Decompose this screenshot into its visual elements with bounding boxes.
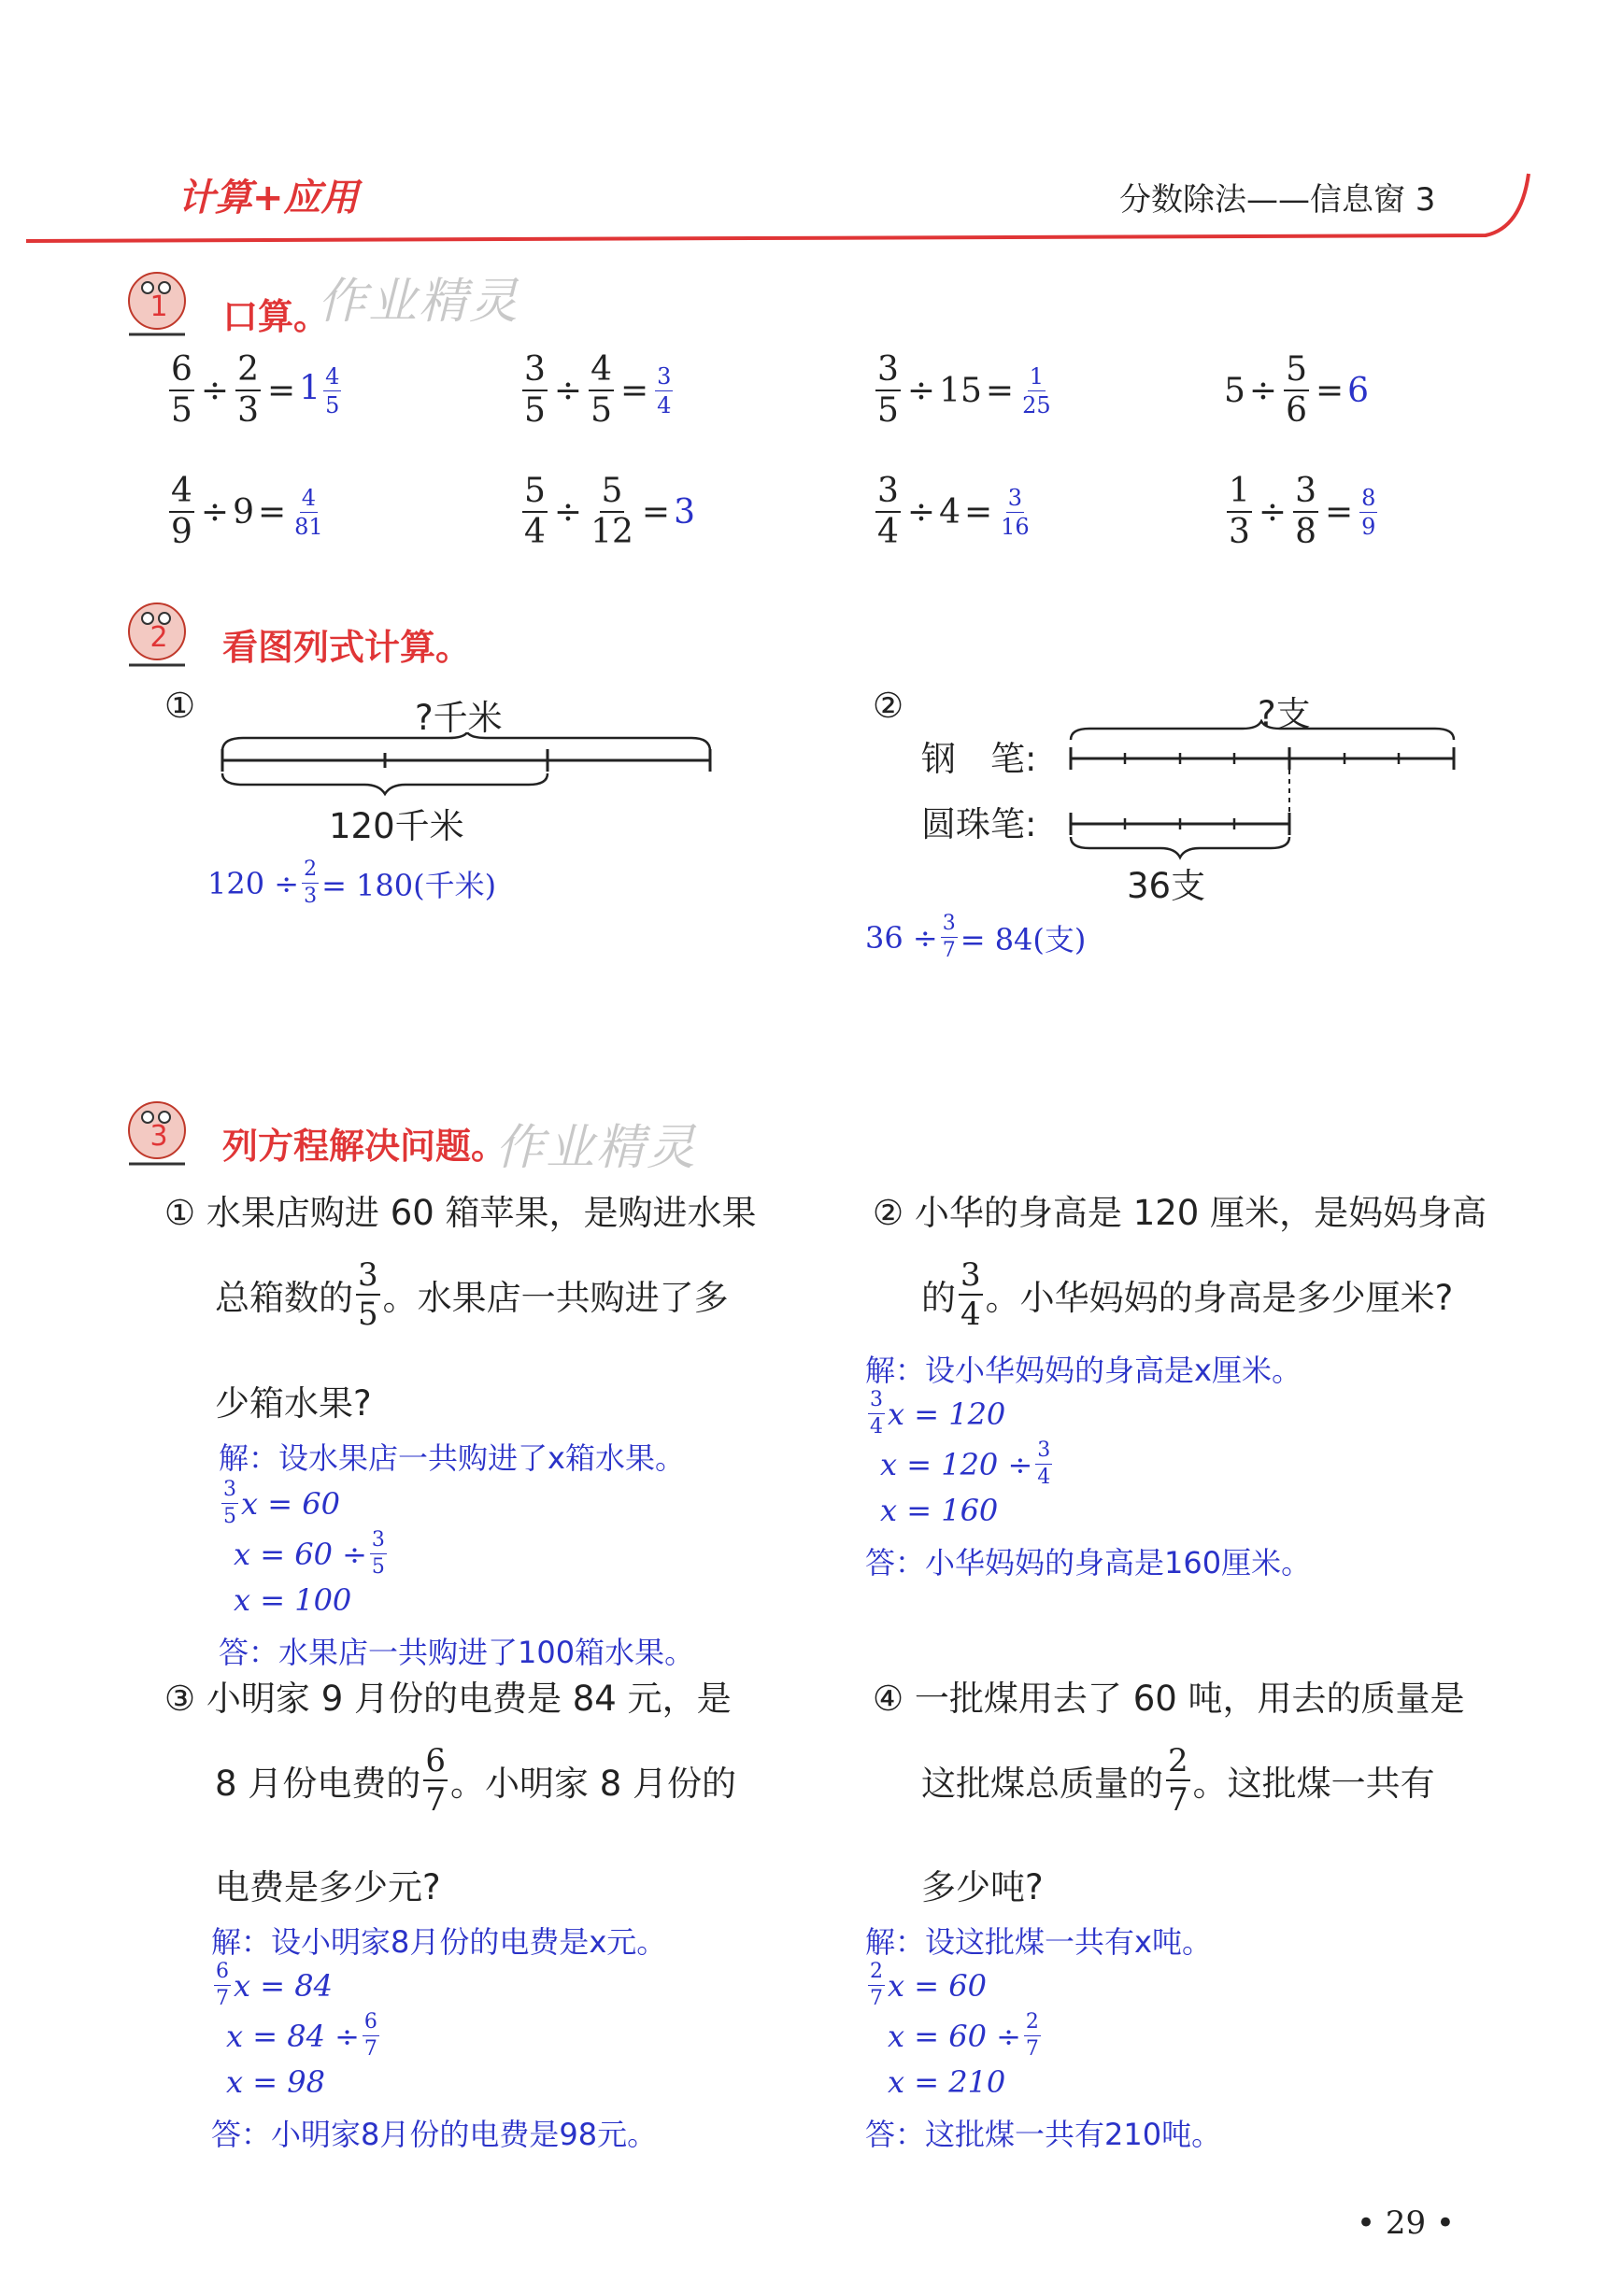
problem2-line1: ② 小华的身高是 120 厘米，是妈妈身高	[873, 1193, 1487, 1233]
diagram2-answer: 36 ÷ $\frac{3}{7}$ = 84(支)	[865, 912, 1087, 962]
problem3-line1: ③ 小明家 9 月份的电费是 84 元，是	[164, 1679, 732, 1719]
problem4-eq1: $\frac{2}{7}$ x = 60	[870, 1960, 987, 2010]
problem2-let: 解：设小华妈妈的身高是x厘米。	[865, 1353, 1302, 1388]
page-number: • 29 •	[1357, 2204, 1455, 2242]
brand-title: 计算+应用	[178, 177, 359, 220]
diagram2-segments	[1056, 719, 1476, 887]
watermark: 作业精灵	[495, 1120, 698, 1176]
svg-text:2: 2	[149, 621, 168, 654]
problem1-eq3: x = 100	[234, 1582, 352, 1618]
diagram2-marker: ②	[873, 686, 904, 726]
problem1-line1: ① 水果店购进 60 箱苹果，是购进水果	[164, 1193, 757, 1233]
owl-number-icon-1	[120, 263, 194, 347]
section3-title: 列方程解决问题。	[222, 1126, 507, 1167]
section2-title: 看图列式计算。	[222, 627, 472, 668]
calc-item-4: 5 ÷ $\frac{5}{6}$ = 6	[1224, 350, 1370, 430]
problem4-let: 解：设这批煤一共有x吨。	[865, 1924, 1212, 1960]
section1-title: 口算。	[222, 296, 330, 337]
calc-answer: 3	[674, 492, 695, 531]
calc-item-5: $\frac{4}{9}$ ÷ 9 = $\frac{4}{81}$	[166, 475, 328, 549]
problem4-line2: 这批煤总质量的 $\frac{2}{7}$ 。这批煤一共有	[921, 1742, 1435, 1819]
calc-item-8: $\frac{1}{3}$ ÷ $\frac{3}{8}$ = $\frac{8}{9}$	[1224, 475, 1380, 549]
problem2-line2: 的 $\frac{3}{4}$ 。小华妈妈的身高是多少厘米?	[921, 1256, 1454, 1333]
problem3-eq1: $\frac{6}{7}$ x = 84	[216, 1960, 333, 2010]
problem1-line3: 少箱水果?	[215, 1383, 372, 1424]
problem1-let: 解：设水果店一共购进了x箱水果。	[219, 1440, 685, 1476]
calc-answer: 1 $\frac{4}{5}$	[299, 362, 340, 418]
calc-answer: $\frac{8}{9}$	[1361, 484, 1376, 540]
svg-text:3: 3	[149, 1120, 168, 1153]
problem1-eq2: x = 60 ÷ $\frac{3}{5}$	[234, 1528, 385, 1579]
diagram1-top-label: ?千米	[415, 698, 503, 738]
diagram2-bottom-label: 36支	[1127, 866, 1206, 906]
diagram1-bottom-label: 120千米	[329, 806, 464, 846]
problem1-line2: 总箱数的 $\frac{3}{5}$ 。水果店一共购进了多	[215, 1256, 729, 1333]
diagram1-segment	[206, 732, 729, 807]
problem2-answer: 答：小华妈妈的身高是160厘米。	[865, 1545, 1312, 1580]
problem1-eq1: $\frac{3}{5}$ x = 60	[223, 1478, 340, 1528]
calc-item-1: $\frac{6}{5}$ ÷ $\frac{2}{3}$ = 1 $\frac{4}{5}$	[166, 353, 344, 428]
calc-item-3: $\frac{3}{5}$ ÷ 15 = $\frac{1}{25}$	[873, 353, 1056, 428]
diagram1-answer: 120 ÷ $\frac{2}{3}$ = 180(千米)	[207, 857, 497, 908]
problem3-let: 解：设小明家8月份的电费是x元。	[211, 1924, 667, 1960]
calc-answer: $\frac{4}{81}$	[294, 484, 323, 540]
diagram2-row1-label: 钢 笔:	[921, 739, 1037, 779]
problem3-line3: 电费是多少元?	[215, 1867, 441, 1907]
problem3-answer: 答：小明家8月份的电费是98元。	[211, 2117, 658, 2152]
calc-item-6: $\frac{5}{4}$ ÷ $\frac{5}{12}$ = 3	[524, 472, 695, 551]
problem3-eq2: x = 84 ÷ $\frac{6}{7}$	[226, 2010, 377, 2061]
problem4-line3: 多少吨?	[921, 1867, 1044, 1907]
calc-item-7: $\frac{3}{4}$ ÷ 4 = $\frac{3}{16}$	[873, 475, 1034, 549]
chapter-title: 分数除法——信息窗 3	[1119, 181, 1436, 219]
calc-answer: $\frac{1}{25}$	[1022, 362, 1051, 418]
header-rule	[0, 0, 1622, 262]
problem4-answer: 答：这批煤一共有210吨。	[865, 2117, 1222, 2152]
calc-answer: $\frac{3}{16}$	[1001, 484, 1030, 540]
problem2-eq2: x = 120 ÷ $\frac{3}{4}$	[880, 1439, 1051, 1489]
problem4-line1: ④ 一批煤用去了 60 吨，用去的质量是	[873, 1679, 1465, 1719]
owl-number-icon-2	[120, 594, 194, 678]
watermark: 作业精灵	[318, 274, 520, 330]
problem2-eq1: $\frac{3}{4}$ x = 120	[870, 1388, 1006, 1439]
problem4-eq2: x = 60 ÷ $\frac{2}{7}$	[888, 2010, 1039, 2061]
problem3-line2: 8 月份电费的 $\frac{6}{7}$ 。小明家 8 月份的	[215, 1742, 737, 1819]
problem4-eq3: x = 210	[888, 2064, 1006, 2100]
problem3-eq3: x = 98	[226, 2064, 325, 2100]
problem2-eq3: x = 160	[880, 1493, 999, 1528]
diagram1-marker: ①	[164, 686, 196, 726]
owl-number-icon-3	[120, 1093, 194, 1177]
diagram2-row2-label: 圆珠笔:	[921, 804, 1037, 844]
calc-item-2: $\frac{3}{5}$ ÷ $\frac{4}{5}$ = $\frac{3}{4}$	[519, 353, 676, 428]
calc-answer: $\frac{3}{4}$	[657, 362, 672, 418]
svg-text:1: 1	[149, 291, 168, 323]
diagram2-top-label: ?支	[1258, 694, 1311, 734]
problem1-answer: 答：水果店一共购进了100箱水果。	[219, 1635, 695, 1670]
calc-answer: 6	[1347, 371, 1370, 410]
